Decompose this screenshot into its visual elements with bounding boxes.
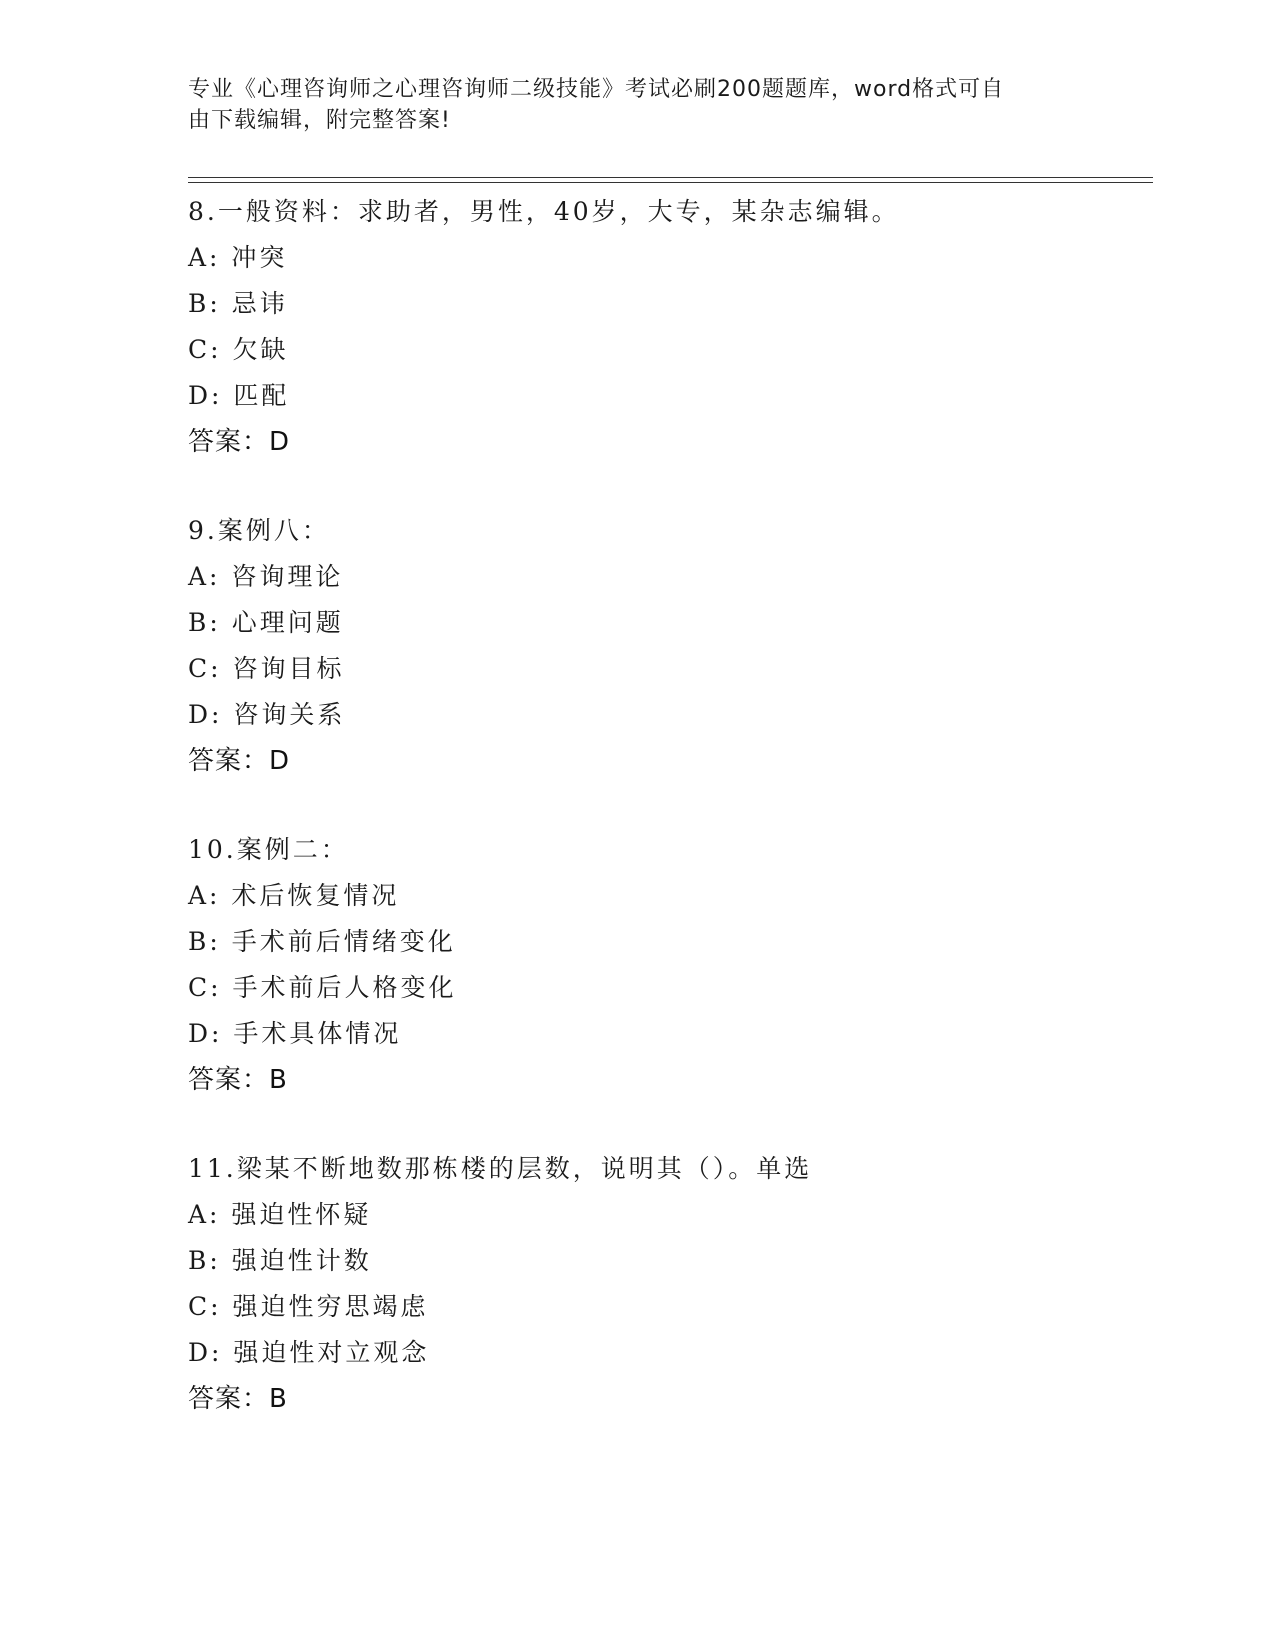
question-stem: 11.梁某不断地数那栋楼的层数，说明其（）。单选 [188,1154,813,1183]
option-c: C: 手术前后人格变化 [188,973,457,1002]
question-11 [188,1146,1148,1422]
question-stem: 8.一般资料：求助者，男性，40岁，大专，某杂志编辑。 [188,197,900,226]
option-d: D: 咨询关系 [188,700,346,729]
option-a: A: 咨询理论 [188,562,344,591]
option-b: B: 手术前后情绪变化 [188,927,456,956]
question-8 [188,189,1148,465]
answer-line: 答案：B [188,1384,288,1414]
header-line-2: 由下载编辑，附完整答案! [188,108,451,133]
header-divider-top [188,177,1153,178]
header-line-1: 专业《心理咨询师之心理咨询师二级技能》考试必刷200题题库，word格式可自 [188,77,1005,102]
question-10 [188,827,1148,1103]
answer-line: 答案：D [188,427,291,457]
header-divider-bottom [188,182,1153,183]
option-d: D: 手术具体情况 [188,1019,402,1048]
question-9 [188,508,1148,784]
answer-line: 答案：D [188,746,291,776]
option-d: D: 强迫性对立观念 [188,1338,430,1367]
question-stem: 9.案例八： [188,516,330,545]
option-d: D: 匹配 [188,381,290,410]
option-b: B: 强迫性计数 [188,1246,372,1275]
option-b: B: 心理问题 [188,608,344,637]
answer-line: 答案：B [188,1065,288,1095]
option-c: C: 欠缺 [188,335,289,364]
option-a: A: 术后恢复情况 [188,881,400,910]
option-a: A: 强迫性怀疑 [188,1200,372,1229]
option-a: A: 冲突 [188,243,288,272]
document-header [188,74,1068,136]
question-stem: 10.案例二： [188,835,349,864]
option-c: C: 咨询目标 [188,654,345,683]
option-c: C: 强迫性穷思竭虑 [188,1292,429,1321]
option-b: B: 忌讳 [188,289,288,318]
